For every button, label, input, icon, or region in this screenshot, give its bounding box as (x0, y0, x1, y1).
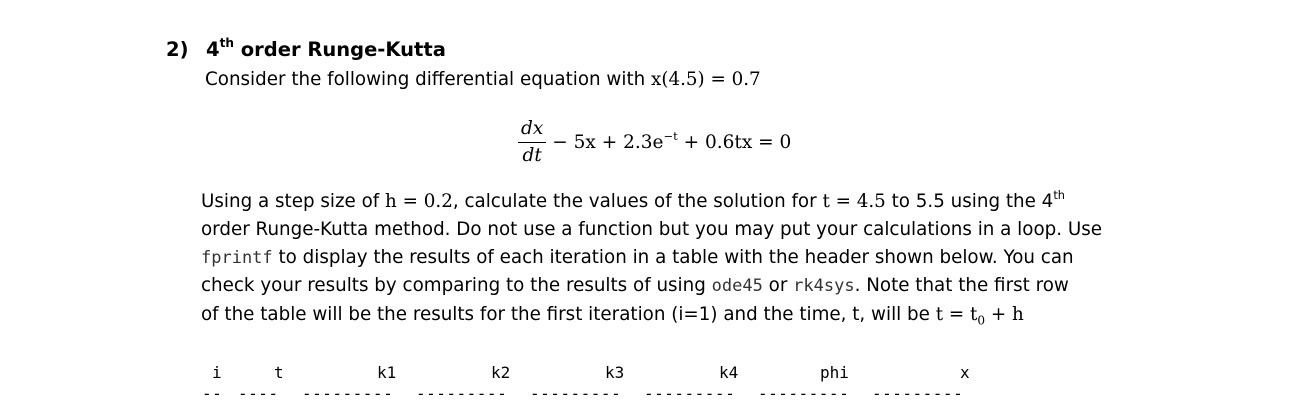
table-divider-k1: --------- (302, 384, 394, 403)
code-rk4sys: rk4sys (793, 276, 855, 296)
equation-rest: − $5x + 2.3e^{-t} + 0.6tx = 0$ (552, 128, 792, 153)
problem-number: 2) (166, 38, 189, 61)
body-line-5: of the table will be the results for the first iteration (i=1) and the time, t, will be $t = t_0 + h$ (201, 304, 1024, 328)
start-time: t = 4.5 (822, 191, 886, 212)
derivative-fraction: $\frac{dx}{dt}$ (518, 116, 546, 169)
table-divider-k3: --------- (530, 384, 622, 403)
code-fprintf: fprintf (201, 248, 273, 268)
body-line-1: Using a step size of h = 0.2, calculate the values of the solution for t = 4.5 to 5.5 using the 4th (201, 187, 1065, 212)
table-header-k2: k2 (491, 363, 511, 382)
table-header-t: t (274, 363, 284, 382)
body-line-2: order Runge-Kutta method. Do not use a function but you may put your calculations in a loop. Use (201, 219, 1103, 240)
table-header-k1: k1 (377, 363, 397, 382)
table-header-i: i (212, 363, 222, 382)
table-divider-phi: --------- (758, 384, 850, 403)
intro-text: Consider the following differential equation with x(4.5) = 0.7 (205, 69, 761, 90)
table-header-x: x (960, 363, 970, 382)
table-header-k3: k3 (605, 363, 625, 382)
table-header-phi: phi (820, 363, 849, 382)
code-ode45: ode45 (711, 276, 763, 296)
body-line-4: check your results by comparing to the results of using ode45 or rk4sys. Note that the first row (201, 275, 1069, 296)
table-divider-k2: --------- (416, 384, 508, 403)
time-expression: $t = t_0 + h$ (935, 304, 1024, 328)
differential-equation (518, 116, 791, 169)
step-size: h = 0.2 (385, 191, 453, 212)
body-line-3: fprintf to display the results of each iteration in a table with the header shown below. You can (201, 247, 1074, 268)
initial-condition: x(4.5) = 0.7 (651, 69, 761, 90)
table-divider-i: -- (202, 384, 223, 403)
table-divider-k4: --------- (644, 384, 736, 403)
table-divider-t: ---- (238, 384, 279, 403)
table-header-k4: k4 (719, 363, 739, 382)
table-divider-x: --------- (872, 384, 964, 403)
problem-heading: 2) 4th order Runge-Kutta (166, 36, 446, 61)
